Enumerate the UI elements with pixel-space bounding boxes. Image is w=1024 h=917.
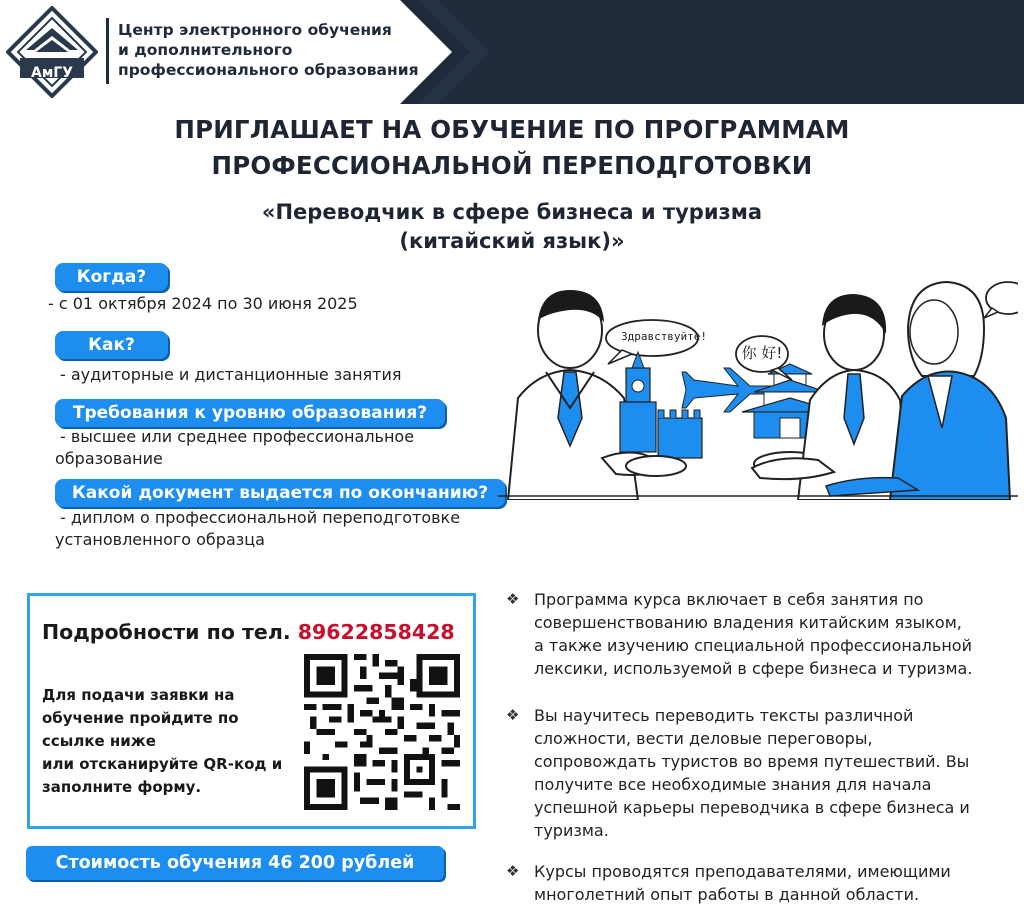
main-title-line: ПРОФЕССИОНАЛЬНОЙ ПЕРЕПОДГОТОВКИ — [211, 151, 813, 180]
bullet-line: Курсы проводятся преподавателями, имеющими — [534, 862, 951, 881]
contact-box — [27, 593, 476, 829]
question-document: Какой документ выдается по окончанию? — [55, 479, 505, 507]
answer-document-line: установленного образца — [55, 530, 265, 549]
question-education: Требования к уровню образования? — [55, 399, 445, 427]
answer-how: - аудиторные и дистанционные занятия — [60, 365, 402, 384]
answer-education-line: образование — [55, 449, 163, 468]
bullet-line: совершенствованию владения китайским языком, — [534, 613, 962, 632]
phone-number[interactable]: 89622858428 — [297, 620, 455, 644]
org-line: Центр электронного обучения — [118, 21, 392, 39]
diamond-bullet-icon: ❖ — [506, 862, 520, 880]
bullet-line: сопровождать туристов во время путешествий. Вы — [534, 752, 970, 771]
bubble-left-text: Здравствуйте! — [620, 330, 708, 343]
header-divider — [106, 18, 109, 84]
bubble-right-text: 你 好! — [741, 344, 783, 362]
phone-line — [42, 620, 455, 644]
program-title-line: (китайский язык)» — [399, 229, 625, 253]
bullet-line: а также изучению специальной профессиональной — [534, 636, 972, 655]
apply-line: или отсканируйте QR-код и — [42, 755, 283, 773]
question-when: Когда? — [55, 263, 168, 291]
program-title — [160, 198, 864, 256]
apply-line: заполните форму. — [42, 778, 202, 796]
main-title — [60, 112, 964, 184]
apply-line: обучение пройдите по — [42, 709, 239, 727]
apply-line: ссылке ниже — [42, 732, 156, 750]
bullet-item — [506, 704, 1006, 844]
amgu-logo — [6, 6, 98, 98]
bullet-line: сложности, вести деловые переговоры, — [534, 729, 873, 748]
bullet-line: Вы научитесь переводить тексты различной — [534, 706, 914, 725]
bullet-line: Программа курса включает в себя занятия по — [534, 590, 924, 609]
bullet-line: лексики, используемой в сфере бизнеса и туризма. — [534, 659, 973, 678]
qr-code[interactable] — [304, 654, 460, 810]
bullet-line: туризма. — [534, 821, 609, 840]
price-banner: Стоимость обучения 46 200 рублей — [26, 846, 444, 880]
answer-when: - с 01 октября 2024 по 30 июня 2025 — [48, 294, 358, 313]
bullet-line: получите все необходимые знания для начала — [534, 775, 932, 794]
bullet-item — [506, 860, 1006, 908]
diamond-bullet-icon: ❖ — [506, 590, 520, 608]
organization-name — [118, 20, 418, 80]
speech-bubble-far-right — [984, 282, 1018, 318]
translator-illustration — [498, 268, 1018, 500]
question-how: Как? — [55, 331, 168, 359]
bullet-line: успешной карьеры переводчика в сфере бизнеса и — [534, 798, 970, 817]
answer-education-line: - высшее или среднее профессиональное — [60, 427, 415, 446]
apply-line: Для подачи заявки на — [42, 686, 235, 704]
bullet-line: многолетний опыт работы в данной области. — [534, 885, 920, 904]
bullet-item — [506, 588, 1006, 683]
main-title-line: ПРИГЛАШАЕТ НА ОБУЧЕНИЕ ПО ПРОГРАММАМ — [174, 115, 850, 144]
logo-text: АмГУ — [31, 65, 73, 81]
apply-instructions — [42, 684, 312, 799]
org-line: и дополнительного — [118, 41, 293, 59]
diamond-bullet-icon: ❖ — [506, 706, 520, 724]
answer-document-line: - диплом о профессиональной переподготовке — [60, 508, 461, 527]
program-title-line: «Переводчик в сфере бизнеса и туризма — [261, 200, 763, 224]
org-line: профессионального образования — [118, 61, 419, 79]
phone-label: Подробности по тел. — [42, 620, 291, 644]
